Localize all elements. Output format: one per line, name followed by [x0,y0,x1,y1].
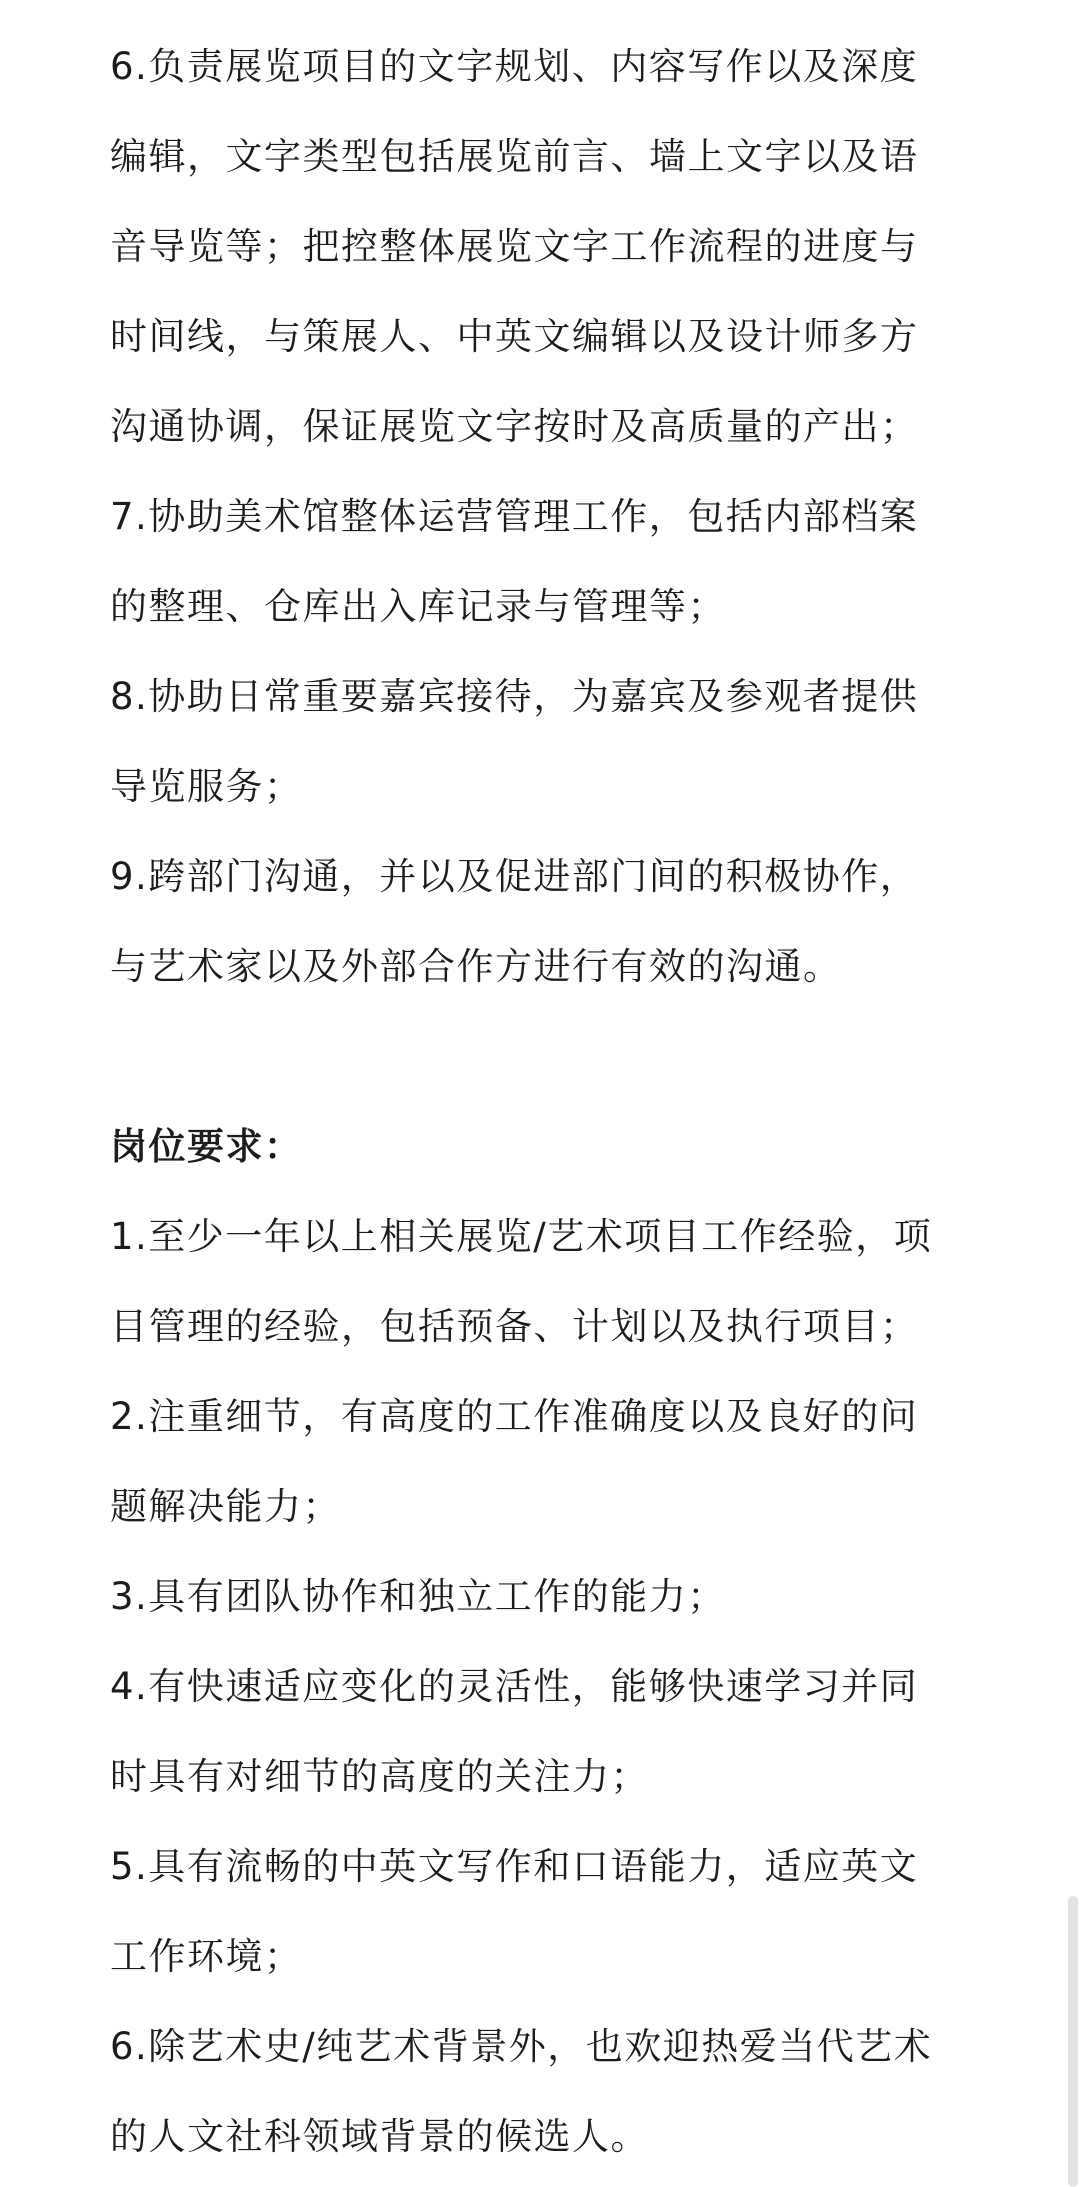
text-line: 6.除艺术史/纯艺术背景外，也欢迎热爱当代艺术 [110,2025,933,2068]
text-line: 8.协助日常重要嘉宾接待，为嘉宾及参观者提供 [110,675,919,718]
text-line: 编辑，文字类型包括展览前言、墙上文字以及语 [110,135,919,178]
text-line: 5.具有流畅的中英文写作和口语能力，适应英文 [110,1845,919,1888]
text-line: 的人文社科领域背景的候选人。 [110,2115,649,2158]
text-line: 时具有对细节的高度的关注力； [110,1755,649,1798]
text-line: 导览服务； [110,765,303,808]
text-line: 3.具有团队协作和独立工作的能力； [110,1575,726,1618]
requirements-heading: 岗位要求： [110,1125,303,1168]
text-line: 4.有快速适应变化的灵活性，能够快速学习并同 [110,1665,919,1708]
text-line: 沟通协调，保证展览文字按时及高质量的产出； [110,405,919,448]
text-line: 题解决能力； [110,1485,341,1528]
duties-section [110,22,990,1012]
paragraph-spacer [110,1012,990,1102]
scrollbar[interactable] [1066,0,1080,2187]
job-description [110,22,990,2182]
text-line: 的整理、仓库出入库记录与管理等； [110,585,726,628]
text-line: 1.至少一年以上相关展览/艺术项目工作经验，项 [110,1215,933,1258]
text-line: 与艺术家以及外部合作方进行有效的沟通。 [110,945,842,988]
text-line: 2.注重细节，有高度的工作准确度以及良好的问 [110,1395,919,1438]
text-line: 目管理的经验，包括预备、计划以及执行项目； [110,1305,919,1348]
text-line: 工作环境； [110,1935,303,1978]
scrollbar-thumb[interactable] [1068,1896,1078,2187]
text-line: 9.跨部门沟通，并以及促进部门间的积极协作， [110,855,919,898]
text-line: 7.协助美术馆整体运营管理工作，包括内部档案 [110,495,919,538]
text-line: 6.负责展览项目的文字规划、内容写作以及深度 [110,45,919,88]
text-line: 时间线，与策展人、中英文编辑以及设计师多方 [110,315,919,358]
requirements-section [110,1102,990,2182]
text-line: 音导览等；把控整体展览文字工作流程的进度与 [110,225,919,268]
